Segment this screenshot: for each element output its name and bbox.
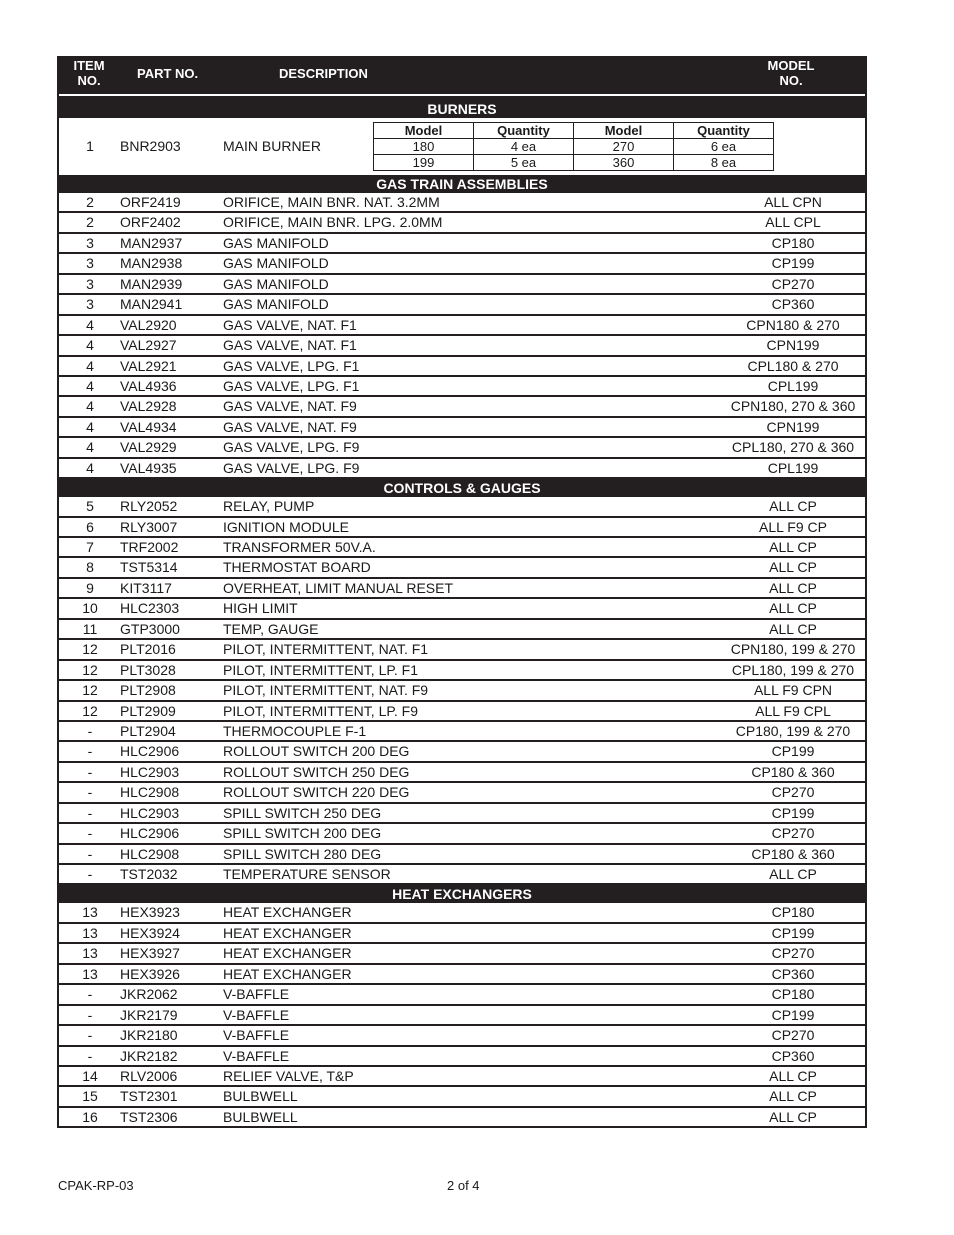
qty-cell: 6 ea xyxy=(674,139,774,155)
page-number: 2 of 4 xyxy=(447,1178,480,1193)
section-heat-exchangers: HEAT EXCHANGERS xyxy=(57,885,867,903)
part-no: VAL4934 xyxy=(120,418,177,435)
description: IGNITION MODULE xyxy=(223,518,350,535)
part-no: TST2301 xyxy=(120,1088,178,1105)
model-no: CPL199 xyxy=(767,377,819,394)
header-model-no: MODEL NO. xyxy=(767,58,815,88)
description: THERMOCOUPLE F-1 xyxy=(223,722,367,739)
table-row xyxy=(57,599,867,619)
table-row xyxy=(57,316,867,336)
description: GAS VALVE, LPG. F9 xyxy=(223,439,360,456)
model-no: CPL180, 199 & 270 xyxy=(731,661,855,678)
model-no: CPN199 xyxy=(766,418,820,435)
heat-exchanger-rows xyxy=(57,903,867,1128)
description: HEAT EXCHANGER xyxy=(223,945,352,962)
part-no: PLT2904 xyxy=(120,722,176,739)
description: GAS MANIFOLD xyxy=(223,234,329,251)
model-no: CP270 xyxy=(771,1027,815,1044)
model-no: CP180 xyxy=(771,234,815,251)
table-row xyxy=(57,377,867,397)
item-no: 7 xyxy=(86,539,94,555)
model-no: ALL CP xyxy=(769,620,817,637)
part-no: JKR2180 xyxy=(120,1027,178,1044)
description: ROLLOUT SWITCH 250 DEG xyxy=(223,763,410,780)
table-row xyxy=(57,275,867,295)
model-no: ALL CPL xyxy=(765,214,821,231)
description: SPILL SWITCH 250 DEG xyxy=(223,804,382,821)
table-row xyxy=(57,1067,867,1087)
model-no: CP360 xyxy=(771,965,815,982)
item-no: 3 xyxy=(86,234,94,251)
model-no: ALL CP xyxy=(769,866,817,882)
part-no: TST5314 xyxy=(120,559,178,576)
qty-cell: 270 xyxy=(574,139,674,155)
table-row xyxy=(57,254,867,274)
item-no: 3 xyxy=(86,296,94,313)
model-no: ALL CP xyxy=(769,1088,817,1105)
part-no: JKR2179 xyxy=(120,1006,178,1023)
item-no: - xyxy=(87,763,93,780)
model-no: CP180 & 360 xyxy=(751,763,835,780)
part-no: MAN2941 xyxy=(120,296,183,313)
item-no: 4 xyxy=(86,337,94,354)
part-no: RLV2006 xyxy=(120,1067,178,1084)
table-row xyxy=(57,681,867,701)
table-row xyxy=(57,193,867,213)
section-controls: CONTROLS & GAUGES xyxy=(57,479,867,497)
model-no: CP270 xyxy=(771,825,815,842)
table-row xyxy=(57,824,867,844)
item-no: - xyxy=(87,784,93,801)
part-no: HLC2906 xyxy=(120,743,180,760)
description: GAS VALVE, LPG. F1 xyxy=(223,377,360,394)
gas-train-rows xyxy=(57,193,867,479)
model-no: CP180 xyxy=(771,904,815,921)
item-no: 1 xyxy=(86,138,94,154)
table-row xyxy=(57,1006,867,1026)
table-row xyxy=(57,903,867,923)
item-no: 11 xyxy=(82,620,98,637)
item-no: 4 xyxy=(86,439,94,456)
part-no: HEX3926 xyxy=(120,965,180,982)
description: GAS VALVE, NAT. F1 xyxy=(223,337,357,354)
item-no: - xyxy=(87,722,93,739)
item-no: - xyxy=(87,845,93,862)
model-no: ALL CP xyxy=(769,498,817,515)
item-no: 12 xyxy=(82,682,98,699)
model-no: ALL CP xyxy=(769,600,817,617)
part-no: GTP3000 xyxy=(120,620,180,637)
part-no: HEX3927 xyxy=(120,945,180,962)
model-no: ALL F9 CP xyxy=(759,518,827,535)
description: GAS VALVE, LPG. F9 xyxy=(223,459,360,476)
item-no: 2 xyxy=(86,194,94,210)
description: ROLLOUT SWITCH 220 DEG xyxy=(223,784,410,801)
part-no: VAL2920 xyxy=(120,316,177,333)
description: HIGH LIMIT xyxy=(223,600,298,617)
model-no: CPL199 xyxy=(767,459,819,476)
description: GAS MANIFOLD xyxy=(223,275,329,292)
part-no: VAL2927 xyxy=(120,337,177,354)
burner-row xyxy=(57,118,867,175)
table-row xyxy=(57,336,867,356)
part-no: MAN2937 xyxy=(120,234,183,251)
item-no: - xyxy=(87,1047,93,1064)
description: OVERHEAT, LIMIT MANUAL RESET xyxy=(223,579,454,596)
description: GAS MANIFOLD xyxy=(223,296,329,313)
item-no: 13 xyxy=(82,924,98,941)
part-no: HEX3924 xyxy=(120,924,180,941)
model-no: ALL F9 CPL xyxy=(755,702,831,719)
item-no: 6 xyxy=(86,518,94,535)
item-no: 3 xyxy=(86,255,94,272)
model-no: CP199 xyxy=(771,743,815,760)
model-no: CP180 & 360 xyxy=(751,845,835,862)
table-row xyxy=(57,1026,867,1046)
item-no: 9 xyxy=(86,579,94,596)
description: PILOT, INTERMITTENT, LP. F1 xyxy=(223,661,419,678)
description: HEAT EXCHANGER xyxy=(223,904,352,921)
description: SPILL SWITCH 280 DEG xyxy=(223,845,382,862)
description: RELIEF VALVE, T&P xyxy=(223,1067,354,1084)
item-no: - xyxy=(87,986,93,1003)
item-no: - xyxy=(87,804,93,821)
part-no: MAN2938 xyxy=(120,255,183,272)
table-row xyxy=(57,438,867,458)
description: V-BAFFLE xyxy=(223,986,290,1003)
table-row xyxy=(57,742,867,762)
part-no: HLC2908 xyxy=(120,784,180,801)
qty-cell: 199 xyxy=(374,155,474,171)
table-row xyxy=(57,558,867,578)
description: TRANSFORMER 50V.A. xyxy=(223,539,376,555)
item-no: 16 xyxy=(82,1108,98,1125)
part-no: KIT3117 xyxy=(120,579,172,596)
table-row xyxy=(57,234,867,254)
table-row xyxy=(57,944,867,964)
qty-cell: 8 ea xyxy=(674,155,774,171)
description: V-BAFFLE xyxy=(223,1047,290,1064)
part-no: JKR2062 xyxy=(120,986,178,1003)
item-no: 12 xyxy=(82,661,98,678)
item-no: - xyxy=(87,866,93,882)
description: GAS VALVE, NAT. F9 xyxy=(223,418,357,435)
description: GAS VALVE, LPG. F1 xyxy=(223,357,360,374)
description: ORIFICE, MAIN BNR. NAT. 3.2MM xyxy=(223,194,440,210)
model-no: CP180 xyxy=(771,986,815,1003)
item-no: 13 xyxy=(82,904,98,921)
table-row xyxy=(57,1087,867,1107)
model-no: ALL CP xyxy=(769,1108,817,1125)
item-no: 4 xyxy=(86,316,94,333)
item-no: 12 xyxy=(82,702,98,719)
description: TEMPERATURE SENSOR xyxy=(223,866,391,882)
part-no: HEX3923 xyxy=(120,904,180,921)
item-no: 4 xyxy=(86,377,94,394)
table-row xyxy=(57,620,867,640)
qty-header-quantity: Quantity xyxy=(474,123,574,139)
parts-list-table xyxy=(57,56,867,1128)
qty-cell: 5 ea xyxy=(474,155,574,171)
description: RELAY, PUMP xyxy=(223,498,315,515)
table-row xyxy=(57,1047,867,1067)
part-no: VAL4936 xyxy=(120,377,177,394)
part-no: MAN2939 xyxy=(120,275,183,292)
qty-header-model: Model xyxy=(574,123,674,139)
description: PILOT, INTERMITTENT, NAT. F1 xyxy=(223,641,429,658)
model-no: ALL CP xyxy=(769,579,817,596)
model-no: ALL F9 CPN xyxy=(753,682,833,699)
model-no: CP199 xyxy=(771,1006,815,1023)
model-no: CP199 xyxy=(771,255,815,272)
description: V-BAFFLE xyxy=(223,1006,290,1023)
part-no: PLT2908 xyxy=(120,682,176,699)
qty-header-model: Model xyxy=(374,123,474,139)
part-no: HLC2903 xyxy=(120,804,180,821)
model-no: ALL CP xyxy=(769,1067,817,1084)
table-row xyxy=(57,579,867,599)
part-no: TST2032 xyxy=(120,866,178,882)
table-row xyxy=(57,538,867,558)
qty-cell: 4 ea xyxy=(474,139,574,155)
part-no: HLC2903 xyxy=(120,763,180,780)
qty-cell: 360 xyxy=(574,155,674,171)
table-row xyxy=(57,518,867,538)
model-no: ALL CP xyxy=(769,539,817,555)
description: V-BAFFLE xyxy=(223,1027,290,1044)
description: BULBWELL xyxy=(223,1088,298,1105)
model-no: CP270 xyxy=(771,275,815,292)
model-no: ALL CP xyxy=(769,559,817,576)
description: GAS VALVE, NAT. F9 xyxy=(223,398,357,415)
model-no: CP180, 199 & 270 xyxy=(735,722,851,739)
description: GAS VALVE, NAT. F1 xyxy=(223,316,357,333)
model-no: CPN180 & 270 xyxy=(746,316,840,333)
item-no: - xyxy=(87,1006,93,1023)
model-no: CPN180, 270 & 360 xyxy=(730,398,856,415)
header-description: DESCRIPTION xyxy=(279,66,368,81)
table-row xyxy=(57,985,867,1005)
part-no: HLC2908 xyxy=(120,845,180,862)
item-no: 13 xyxy=(82,945,98,962)
model-no: CP199 xyxy=(771,924,815,941)
doc-code: CPAK-RP-03 xyxy=(58,1178,134,1193)
description: TEMP, GAUGE xyxy=(223,620,319,637)
item-no: 4 xyxy=(86,398,94,415)
table-row xyxy=(57,459,867,479)
table-row xyxy=(57,763,867,783)
model-no: CPL180, 270 & 360 xyxy=(731,439,855,456)
table-row xyxy=(57,213,867,233)
item-no: - xyxy=(87,743,93,760)
section-burners: BURNERS xyxy=(57,100,867,118)
part-no: BNR2903 xyxy=(120,138,181,154)
model-no: CP270 xyxy=(771,784,815,801)
model-no: CP199 xyxy=(771,804,815,821)
item-no: 4 xyxy=(86,357,94,374)
item-no: 3 xyxy=(86,275,94,292)
part-no: RLY3007 xyxy=(120,518,178,535)
model-no: CP270 xyxy=(771,945,815,962)
item-no: 4 xyxy=(86,459,94,476)
part-no: PLT3028 xyxy=(120,661,176,678)
table-row xyxy=(57,924,867,944)
qty-header-quantity: Quantity xyxy=(674,123,774,139)
table-row xyxy=(57,640,867,660)
table-row xyxy=(57,1108,867,1128)
table-row xyxy=(57,357,867,377)
part-no: ORF2419 xyxy=(120,194,181,210)
table-row xyxy=(57,702,867,722)
item-no: 4 xyxy=(86,418,94,435)
item-no: 15 xyxy=(82,1088,98,1105)
burner-quantity-table xyxy=(373,122,774,171)
item-no: 10 xyxy=(82,600,98,617)
controls-rows xyxy=(57,497,867,885)
item-no: 5 xyxy=(86,498,94,515)
qty-cell: 180 xyxy=(374,139,474,155)
item-no: 14 xyxy=(82,1067,98,1084)
item-no: 8 xyxy=(86,559,94,576)
table-row xyxy=(57,783,867,803)
model-no: CPN180, 199 & 270 xyxy=(730,641,856,658)
description: GAS MANIFOLD xyxy=(223,255,329,272)
description: HEAT EXCHANGER xyxy=(223,965,352,982)
part-no: VAL2929 xyxy=(120,439,177,456)
item-no: - xyxy=(87,825,93,842)
description: ORIFICE, MAIN BNR. LPG. 2.0MM xyxy=(223,214,443,231)
part-no: TST2306 xyxy=(120,1108,178,1125)
part-no: RLY2052 xyxy=(120,498,178,515)
table-header xyxy=(57,56,867,94)
section-gas-train: GAS TRAIN ASSEMBLIES xyxy=(57,175,867,193)
part-no: JKR2182 xyxy=(120,1047,178,1064)
part-no: PLT2016 xyxy=(120,641,176,658)
description: PILOT, INTERMITTENT, NAT. F9 xyxy=(223,682,429,699)
header-item-no: ITEM NO. xyxy=(73,58,105,88)
model-no: CP360 xyxy=(771,1047,815,1064)
description: THERMOSTAT BOARD xyxy=(223,559,371,576)
part-no: ORF2402 xyxy=(120,214,181,231)
part-no: PLT2909 xyxy=(120,702,176,719)
item-no: 12 xyxy=(82,641,98,658)
item-no: - xyxy=(87,1027,93,1044)
part-no: HLC2303 xyxy=(120,600,180,617)
item-no: 13 xyxy=(82,965,98,982)
model-no: ALL CPN xyxy=(764,194,822,210)
description: BULBWELL xyxy=(223,1108,298,1125)
part-no: HLC2906 xyxy=(120,825,180,842)
part-no: VAL2928 xyxy=(120,398,177,415)
table-row xyxy=(57,661,867,681)
table-row xyxy=(57,397,867,417)
description: PILOT, INTERMITTENT, LP. F9 xyxy=(223,702,419,719)
part-no: VAL2921 xyxy=(120,357,177,374)
table-row xyxy=(57,418,867,438)
table-row xyxy=(57,965,867,985)
table-row xyxy=(57,497,867,517)
description: MAIN BURNER xyxy=(223,138,322,154)
model-no: CP360 xyxy=(771,296,815,313)
header-part-no: PART NO. xyxy=(137,66,199,81)
table-row xyxy=(57,845,867,865)
description: SPILL SWITCH 200 DEG xyxy=(223,825,382,842)
part-no: TRF2002 xyxy=(120,539,179,555)
table-row xyxy=(57,295,867,315)
table-row xyxy=(57,865,867,885)
item-no: 2 xyxy=(86,214,94,231)
model-no: CPL180 & 270 xyxy=(747,357,839,374)
table-row xyxy=(57,804,867,824)
description: HEAT EXCHANGER xyxy=(223,924,352,941)
description: ROLLOUT SWITCH 200 DEG xyxy=(223,743,410,760)
table-row xyxy=(57,722,867,742)
part-no: VAL4935 xyxy=(120,459,177,476)
model-no: CPN199 xyxy=(766,337,820,354)
